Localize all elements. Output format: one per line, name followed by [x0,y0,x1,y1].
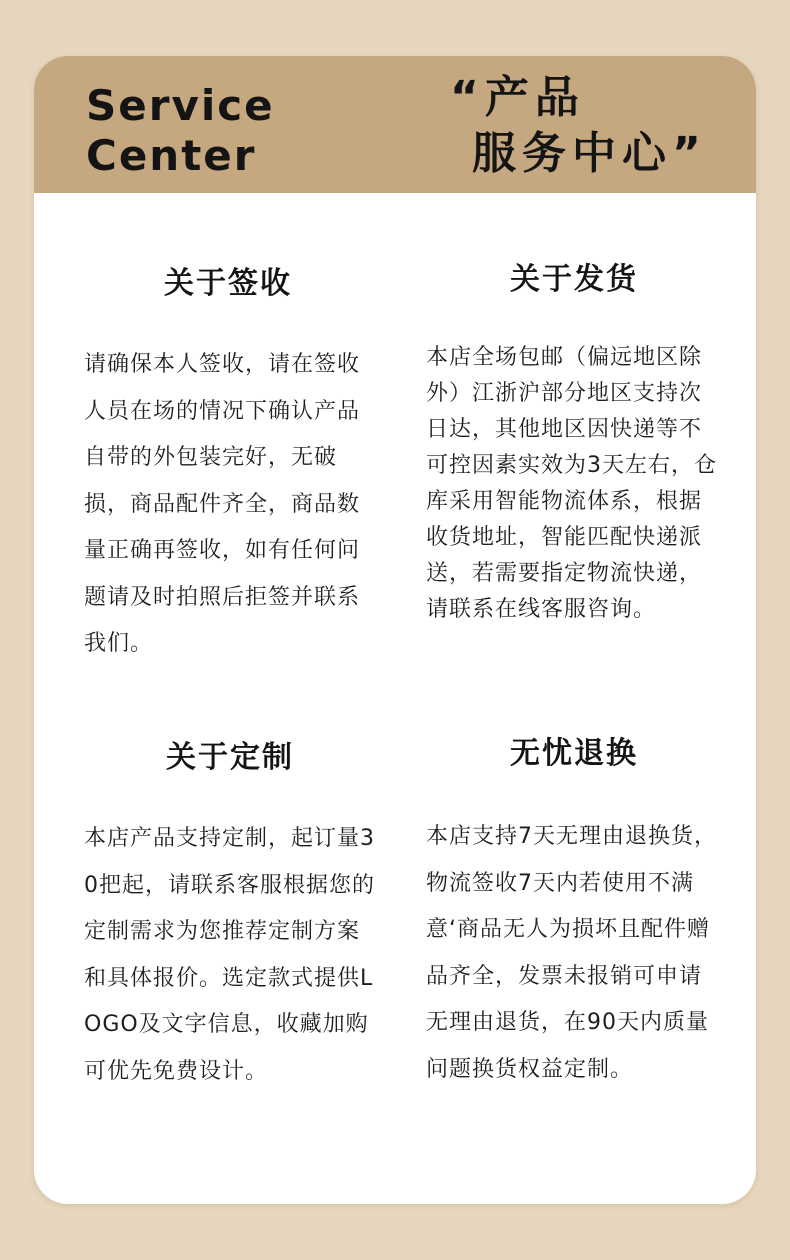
section-receiving [84,264,372,668]
section-customization [84,738,376,1095]
section-body: 本店全场包邮（偏远地区除外）江浙沪部分地区支持次日达，其他地区因快递等不可控因素实效为3天左右，仓库采用智能物流体系，根据收货地址，智能匹配快递派送，若需要指定物流快递，请联系在线客服咨询。 [426,345,717,622]
header-title-cn-line2: 服务中心” [472,128,707,179]
section-heading: 关于发货 [510,262,638,297]
section-returns [426,734,722,1093]
section-body: 本店支持7天无理由退换货，物流签收7天内若使用不满意‘商品无人为损坏且配件赠品齐全，发票未报销可申请无理由退货，在90天内质量问题换货权益定制。 [426,824,717,1082]
section-shipping [426,260,722,628]
section-heading: 关于签收 [164,266,292,301]
card-header [34,56,756,193]
section-heading: 无忧退换 [510,736,638,771]
section-body: 请确保本人签收，请在签收人员在场的情况下确认产品自带的外包装完好，无破损，商品配件齐全，商品数量正确再签收，如有任何问题请及时拍照后拒签并联系我们。 [84,352,361,656]
header-title-en-line2: Center [86,131,257,180]
section-heading: 关于定制 [166,740,294,775]
header-title-cn-line1: “产品 [450,72,585,123]
header-title-en-line1: Service [86,81,275,130]
header-title-en [86,81,275,181]
service-center-card [34,56,756,1204]
section-body: 本店产品支持定制，起订量30把起，请联系客服根据您的定制需求为您推荐定制方案和具体报价。选定款式提供LOGO及文字信息，收藏加购可优先免费设计。 [84,826,375,1084]
